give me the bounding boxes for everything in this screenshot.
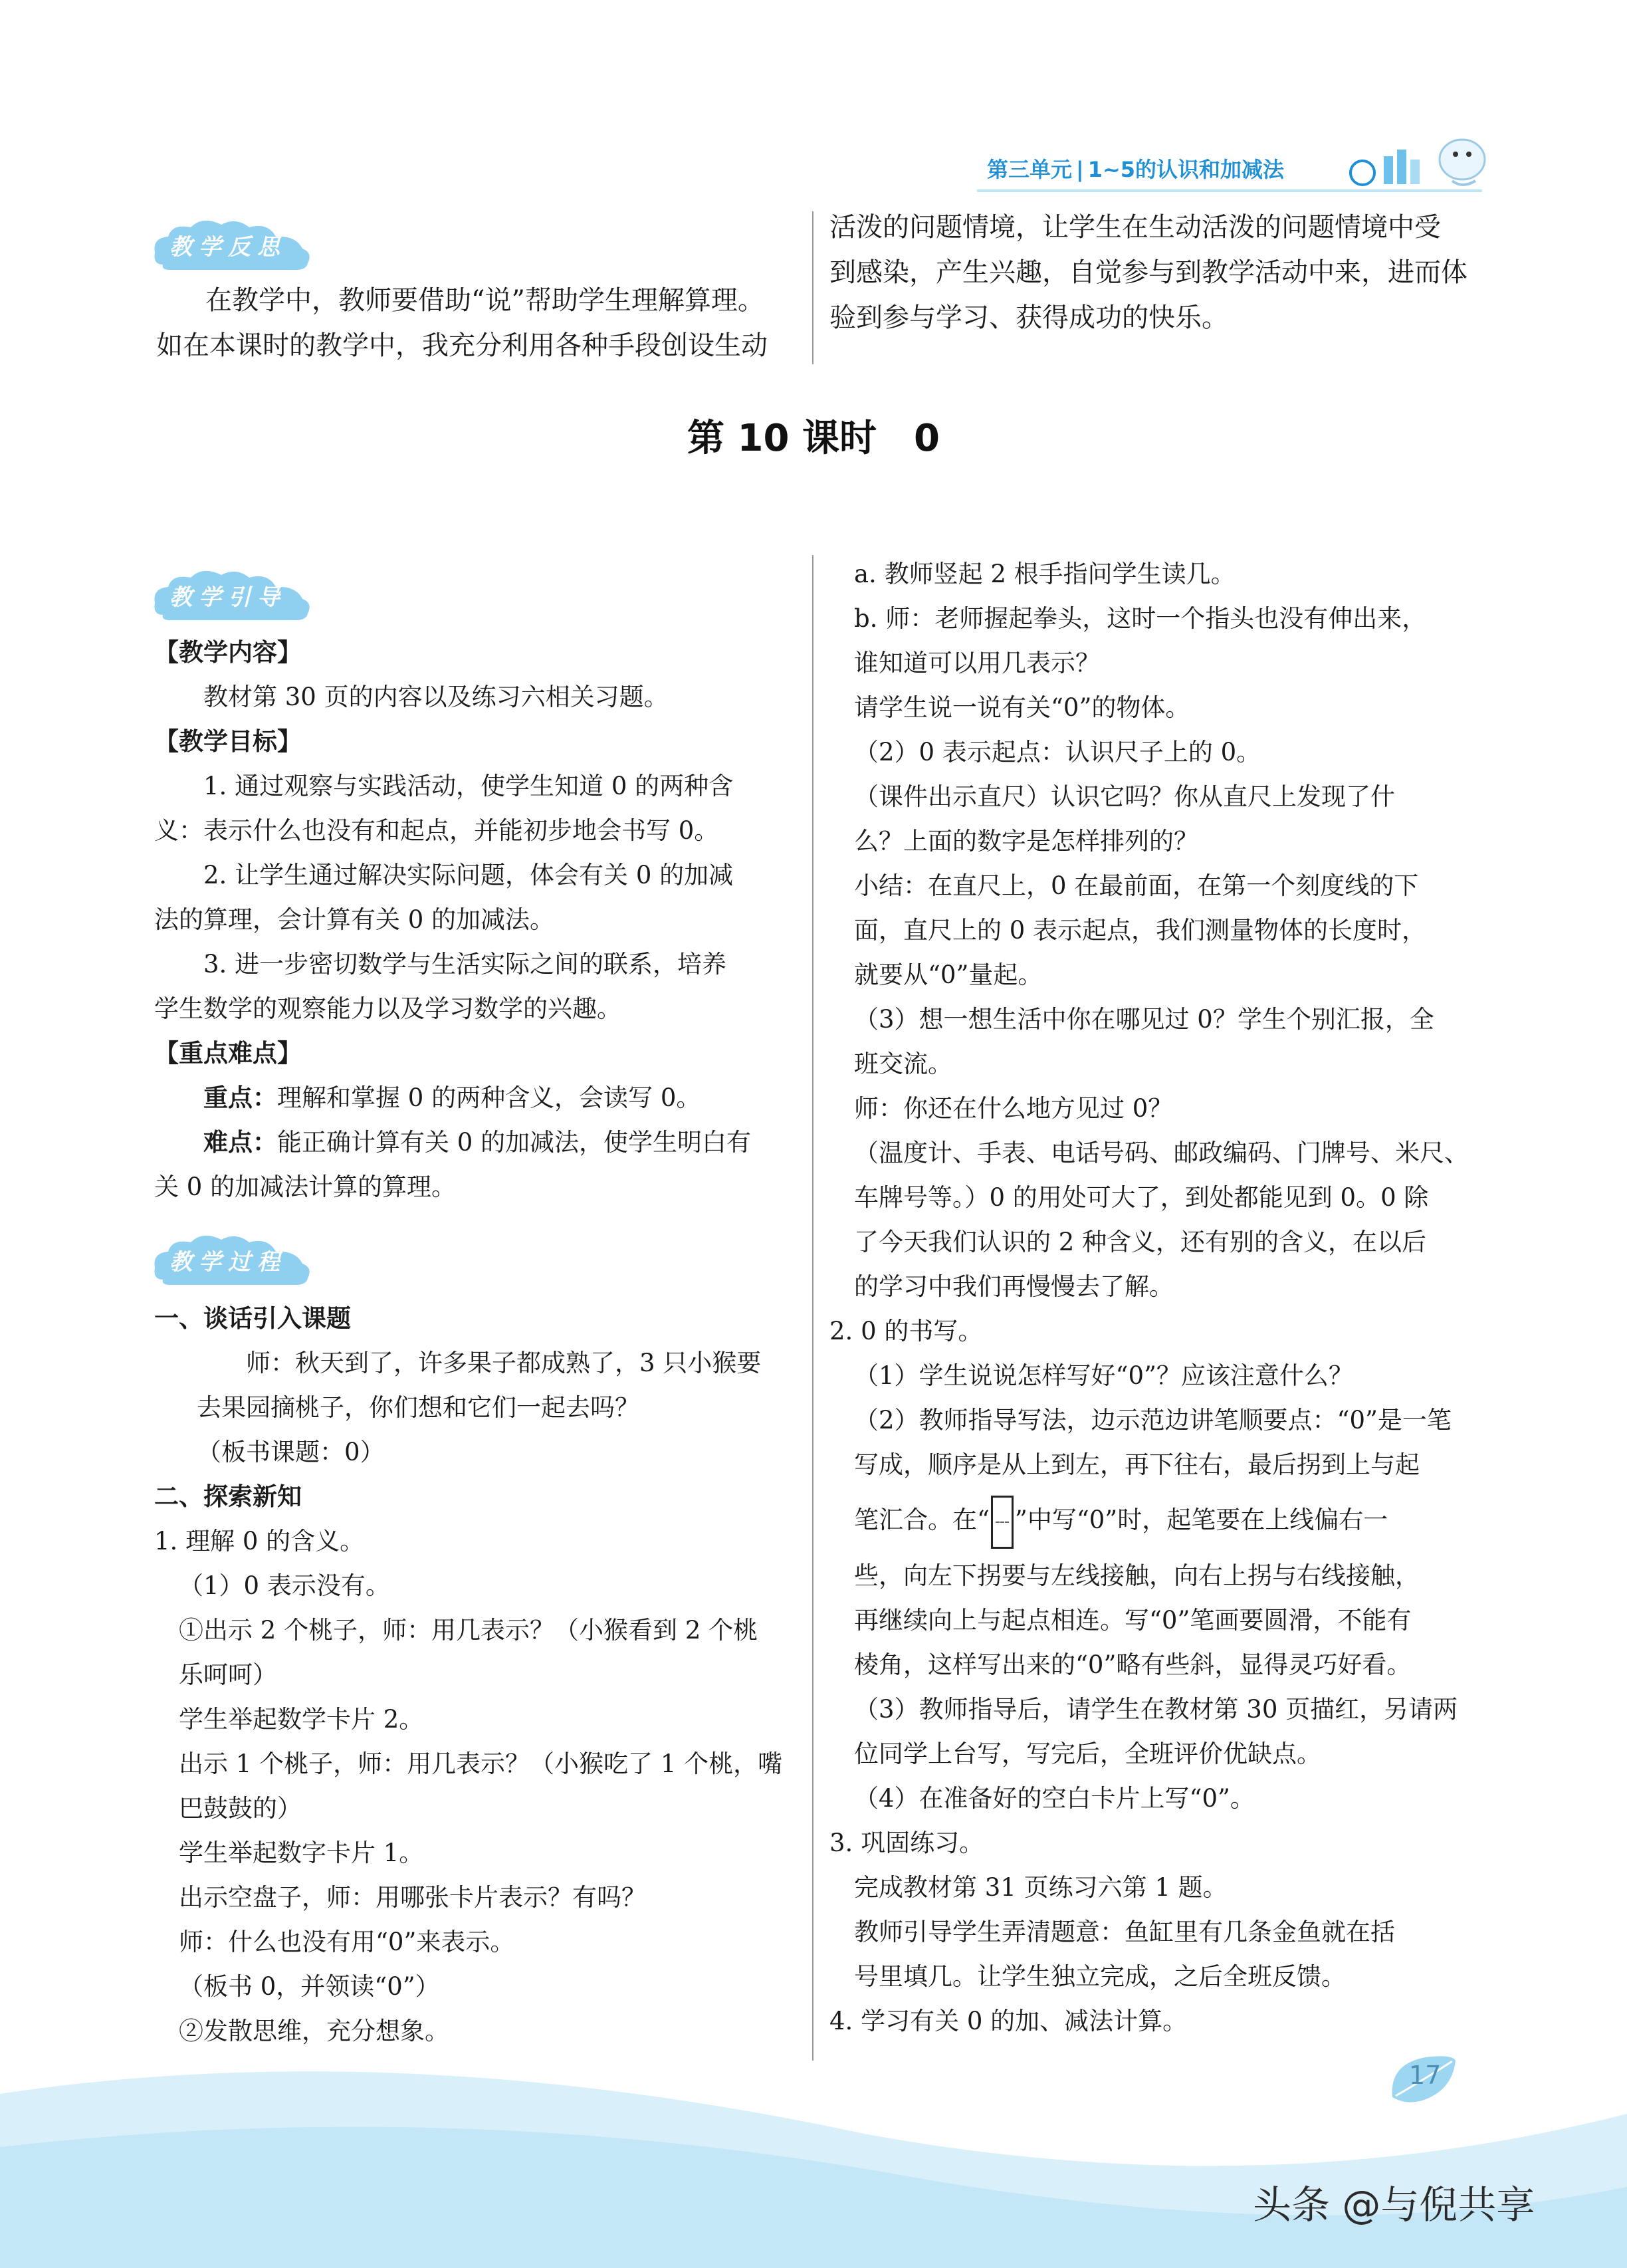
footer-wave	[0, 2034, 1627, 2268]
text-line: 1. 通过观察与实践活动，使学生知道 0 的两种含	[203, 772, 734, 800]
topic-label: 1~5的认识和加减法	[1087, 157, 1285, 182]
text-line: 号里填几。让学生独立完成，之后全班反馈。	[854, 1962, 1346, 1991]
process-section	[154, 1296, 799, 2053]
text-line: ①出示 2 个桃子，师：用几表示？（小猴看到 2 个桃	[179, 1616, 758, 1644]
text-line: 么？上面的数字是怎样排列的？	[854, 827, 1198, 855]
column-divider	[812, 211, 814, 364]
writing-box-icon	[991, 1496, 1014, 1549]
text-line: 再继续向上与起点相连。写“0”笔画要圆滑，不能有	[854, 1606, 1412, 1635]
text-line: 的学习中我们再慢慢去了解。	[854, 1272, 1174, 1301]
text-line: 活泼的问题情境，让学生在生动活泼的问题情境中受	[829, 212, 1441, 243]
text-line: 出示 1 个桃子，师：用几表示？（小猴吃了 1 个桃，嘴	[179, 1750, 783, 1778]
text-line: 教师引导学生弄清题意：鱼缸里有几条金鱼就在括	[854, 1918, 1395, 1946]
text-line	[154, 1076, 799, 1120]
text-line: 谁知道可以用几表示？	[854, 649, 1100, 677]
text-line: 3. 进一步密切数学与生活实际之间的联系，培养	[203, 950, 727, 978]
reflection-badge	[150, 211, 329, 278]
process-badge	[150, 1226, 329, 1293]
section-head: 【教学内容】	[154, 638, 302, 667]
text-line: 写成，顺序是从上到左，再下往右，最后拐到上与起	[854, 1450, 1420, 1479]
text-line: 车牌号等。）0 的用处可大了，到处都能见到 0。0 除	[854, 1183, 1429, 1212]
guide-badge	[150, 562, 329, 628]
text-line: 师：秋天到了，许多果子都成熟了，3 只小猴要	[246, 1349, 762, 1377]
text-line: 面，直尺上的 0 表示起点，我们测量物体的长度时，	[854, 916, 1427, 945]
running-header	[987, 153, 1284, 183]
text-line: 完成教材第 31 页练习六第 1 题。	[854, 1873, 1228, 1902]
text-line: （3）想一想生活中你在哪见过 0？学生个别汇报，全	[854, 1005, 1434, 1034]
text-line: 关 0 的加减法计算的算理。	[154, 1173, 457, 1201]
key-label: 重点：	[203, 1083, 277, 1112]
unit-label: 第三单元	[987, 157, 1073, 182]
text-line: ②发散思维，充分想象。	[179, 2017, 449, 2045]
text-line: 就要从“0”量起。	[854, 961, 1043, 989]
text-line: （温度计、手表、电话号码、邮政编码、门牌号、米尺、	[854, 1139, 1469, 1167]
process-badge-label: 教学过程	[169, 1249, 286, 1276]
section-head: 一、谈话引入课题	[154, 1304, 351, 1333]
section-head: 二、探索新知	[154, 1482, 302, 1511]
text-line: 学生举起数学卡片 2。	[179, 1705, 424, 1734]
text-line: 学生数学的观察能力以及学习数学的兴趣。	[154, 994, 621, 1023]
text-line: 巴鼓鼓的）	[179, 1794, 302, 1823]
text-line: 些，向左下拐要与左线接触，向右上拐与右线接触，	[854, 1561, 1420, 1590]
box-line-pre: 笔汇合。在“	[854, 1506, 990, 1534]
text-line: 棱角，这样写出来的“0”略有些斜，显得灵巧好看。	[854, 1650, 1412, 1679]
text-line: （2）教师指导写法，边示范边讲笔顺要点：“0”是一笔	[854, 1406, 1452, 1434]
text-line: 师：你还在什么地方见过 0？	[854, 1094, 1173, 1123]
text-line: 法的算理，会计算有关 0 的加减法。	[154, 905, 555, 934]
item-line: 2. 0 的书写。	[829, 1317, 983, 1345]
text-line: （2）0 表示起点：认识尺子上的 0。	[854, 738, 1261, 766]
item-line: 1. 理解 0 的含义。	[154, 1527, 365, 1555]
text-line: a. 教师竖起 2 根手指问学生读几。	[854, 560, 1236, 588]
text-line: （3）教师指导后，请学生在教材第 30 页描红，另请两	[854, 1695, 1458, 1724]
hard-label: 难点：	[203, 1128, 277, 1157]
text-line: 请学生说一说有关“0”的物体。	[854, 693, 1190, 722]
text-line: 师：什么也没有用“0”来表示。	[179, 1928, 515, 1956]
header-separator: |	[1076, 157, 1084, 182]
text-line: 2. 让学生通过解决实际问题，体会有关 0 的加减	[203, 861, 734, 889]
text-line: （板书课题：0）	[197, 1438, 385, 1466]
text-line: 小结：在直尺上，0 在最前面，在第一个刻度线的下	[854, 871, 1419, 900]
text-line: 位同学上台写，写完后，全班评价优缺点。	[854, 1740, 1321, 1768]
lesson-title: 第 10 课时 0	[687, 417, 940, 460]
text-line	[154, 1120, 799, 1165]
text-line: 了今天我们认识的 2 种含义，还有别的含义，在以后	[854, 1228, 1427, 1256]
guide-badge-label: 教学引导	[169, 584, 286, 611]
text-line: 在教学中，教师要借助“说”帮助学生理解算理。	[205, 285, 764, 316]
item-line: 3. 巩固练习。	[829, 1829, 984, 1857]
section-head: 【重点难点】	[154, 1039, 302, 1068]
text-line: （课件出示直尺）认识它吗？你从直尺上发现了什	[854, 782, 1395, 811]
hard-text: 能正确计算有关 0 的加减法，使学生明白有	[277, 1128, 752, 1157]
key-text: 理解和掌握 0 的两种含义，会读写 0。	[277, 1083, 701, 1112]
right-column	[829, 552, 1474, 2043]
text-line: （1）学生说说怎样写好“0”？应该注意什么？	[854, 1361, 1353, 1390]
page-number: 17	[1409, 2061, 1442, 2090]
text-line: 到感染，产生兴趣，自觉参与到教学活动中来，进而体	[829, 257, 1467, 288]
item-line: 4. 学习有关 0 的加、减法计算。	[829, 2007, 1188, 2035]
reflection-right	[829, 205, 1474, 340]
section-head: 【教学目标】	[154, 727, 302, 756]
text-line: 班交流。	[854, 1050, 952, 1078]
text-line: 出示空盘子，师：用哪张卡片表示？有吗？	[179, 1883, 646, 1912]
text-line: 去果园摘桃子，你们想和它们一起去吗？	[197, 1393, 639, 1422]
text-line: 如在本课时的教学中，我充分利用各种手段创设生动	[156, 330, 768, 361]
text-line: 乐呵呵）	[179, 1660, 277, 1689]
column-divider	[812, 555, 814, 2061]
reflection-left	[156, 278, 801, 368]
box-line-post: ”中写“0”时，起笔要在上线偏右一	[1014, 1506, 1388, 1534]
left-column	[154, 630, 799, 1209]
header-decoration-icon	[1343, 120, 1495, 193]
text-line: 学生举起数字卡片 1。	[179, 1839, 424, 1867]
text-line: 教材第 30 页的内容以及练习六相关习题。	[203, 683, 669, 711]
text-line: b. 师：老师握起拳头，这时一个指头也没有伸出来，	[854, 604, 1427, 633]
reflection-badge-label: 教学反思	[169, 234, 286, 261]
text-line: （4）在准备好的空白卡片上写“0”。	[854, 1784, 1255, 1813]
text-line: 义：表示什么也没有和起点，并能初步地会书写 0。	[154, 816, 719, 845]
text-line: （板书 0，并领读“0”）	[179, 1972, 440, 2001]
text-line: （1）0 表示没有。	[179, 1571, 390, 1600]
text-line: 验到参与学习、获得成功的快乐。	[829, 302, 1228, 333]
text-line	[829, 1487, 1474, 1553]
watermark: 头条 @与倪共享	[1253, 2182, 1535, 2227]
